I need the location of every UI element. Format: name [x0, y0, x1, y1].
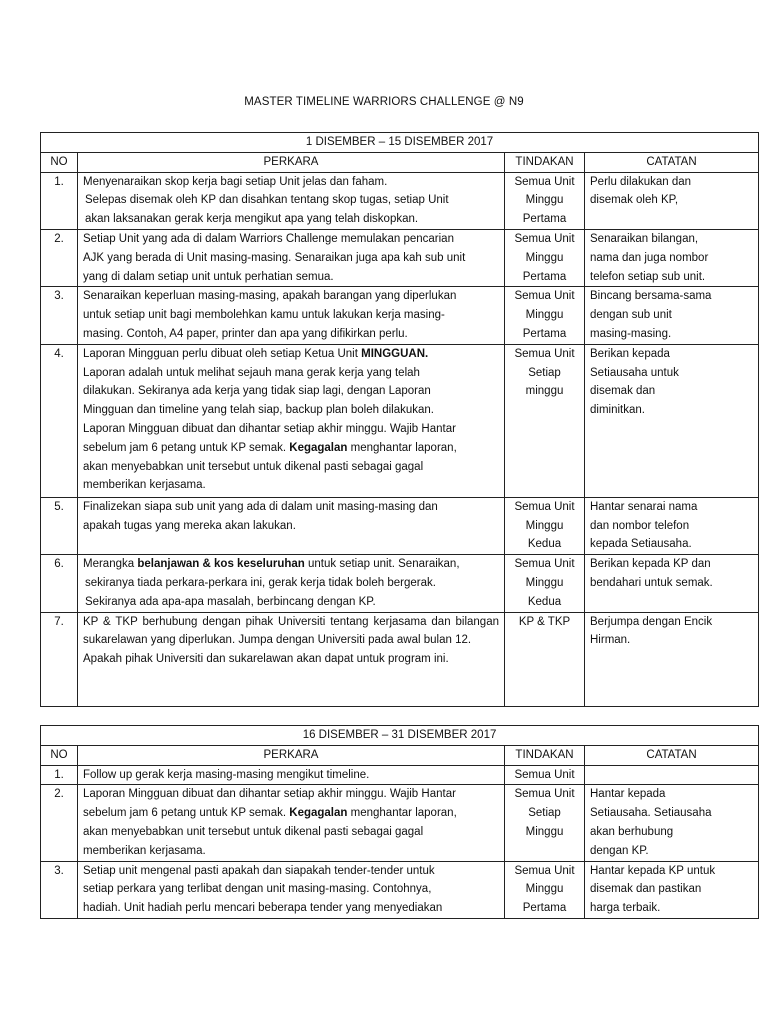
tindakan-line: Semua Unit: [514, 500, 575, 513]
catatan-line: Hantar kepada KP untuk: [590, 864, 716, 877]
text-segment: Laporan Mingguan dibuat dan dihantar setiap akhir minggu. Wajib Hantar: [83, 422, 456, 435]
perkara-line: [83, 613, 499, 651]
table-row: [41, 497, 759, 554]
perkara-line: [83, 268, 499, 287]
catatan-line: masing-masing.: [590, 327, 672, 340]
catatan-line: dengan KP.: [590, 844, 649, 857]
catatan-line: Berikan kepada: [590, 347, 670, 360]
catatan-line: telefon setiap sub unit.: [590, 270, 706, 283]
bold-text: MINGGUAN.: [361, 347, 429, 360]
text-segment: akan menyebabkan unit tersebut untuk dikenal pasti sebagai gagal: [83, 825, 424, 838]
tindakan-line: Minggu: [525, 883, 564, 896]
catatan-line: disemak dan pastikan: [590, 883, 702, 896]
col-header-perkara: PERKARA: [78, 152, 505, 172]
catatan-line: kepada Setiausaha.: [590, 538, 692, 551]
tindakan-line: Semua Unit: [514, 768, 575, 781]
catatan-line: akan berhubung: [590, 825, 674, 838]
tindakan-line: Semua Unit: [514, 290, 575, 303]
catatan-line: Bincang bersama-sama: [590, 290, 712, 303]
catatan-line: bendahari untuk semak.: [590, 576, 713, 589]
row-number: 5.: [41, 497, 78, 554]
tindakan-line: Minggu: [525, 251, 564, 264]
perkara-cell: [78, 555, 505, 612]
perkara-cell: [78, 612, 505, 706]
document-title: MASTER TIMELINE WARRIORS CHALLENGE @ N9: [244, 96, 524, 108]
perkara-line: [83, 249, 499, 268]
col-header-no: NO: [41, 745, 78, 765]
perkara-cell: [78, 172, 505, 229]
row-number: 2.: [41, 229, 78, 286]
period-heading: 1 DISEMBER – 15 DISEMBER 2017: [41, 133, 759, 153]
table-row: [41, 172, 759, 229]
catatan-cell: [585, 497, 759, 554]
row-number: 6.: [41, 555, 78, 612]
tindakan-line: Pertama: [522, 213, 567, 226]
tindakan-line: Kedua: [527, 595, 562, 608]
timeline-table-1: [40, 132, 759, 707]
text-segment: masing. Contoh, A4 paper, printer dan apa yang difikirkan perlu.: [83, 327, 408, 340]
tindakan-cell: [505, 861, 585, 918]
catatan-cell: [585, 785, 759, 861]
tindakan-cell: [505, 785, 585, 861]
col-header-catatan: CATATAN: [585, 745, 759, 765]
row-number: 7.: [41, 612, 78, 706]
catatan-line: Berjumpa dengan Encik: [590, 615, 713, 628]
perkara-line: [83, 325, 499, 344]
perkara-line: [83, 173, 499, 192]
tindakan-cell: [505, 497, 585, 554]
catatan-line: dengan sub unit: [590, 309, 672, 322]
perkara-line: [83, 306, 499, 325]
text-segment: Laporan Mingguan perlu dibuat oleh setiap Ketua Unit: [83, 347, 362, 360]
catatan-line: Perlu dilakukan dan: [590, 175, 692, 188]
catatan-line: dan nombor telefon: [590, 519, 690, 532]
col-header-tindakan: TINDAKAN: [505, 745, 585, 765]
col-header-perkara: PERKARA: [78, 745, 505, 765]
catatan-line: diminitkan.: [590, 404, 645, 417]
tindakan-line: Pertama: [522, 270, 567, 283]
perkara-line: [83, 880, 499, 899]
perkara-line: [83, 476, 499, 495]
catatan-cell: [585, 229, 759, 286]
perkara-line: [83, 345, 499, 364]
perkara-cell: [78, 344, 505, 497]
perkara-cell: [78, 765, 505, 785]
tindakan-line: Setiap: [528, 807, 561, 820]
text-segment: dilakukan. Sekiranya ada kerja yang tidak siap lagi, dengan Laporan: [83, 385, 431, 398]
row-number: 1.: [41, 172, 78, 229]
text-segment: Setiap Unit yang ada di dalam Warriors Challenge memulakan pencarian: [83, 232, 454, 245]
row-number: 3.: [41, 861, 78, 918]
catatan-cell: [585, 172, 759, 229]
text-segment: setiap perkara yang terlibat dengan unit masing-masing. Contohnya,: [83, 883, 432, 896]
tindakan-line: Minggu: [525, 825, 564, 838]
tindakan-cell: [505, 172, 585, 229]
tindakan-line: Semua Unit: [514, 175, 575, 188]
tindakan-cell: [505, 229, 585, 286]
perkara-line: [83, 555, 499, 574]
row-number: 2.: [41, 785, 78, 861]
catatan-line: Hirman.: [590, 634, 631, 647]
catatan-cell: [585, 344, 759, 497]
perkara-cell: [78, 785, 505, 861]
catatan-cell: [585, 861, 759, 918]
perkara-line: [83, 862, 499, 881]
tindakan-line: Minggu: [525, 519, 564, 532]
perkara-line: [83, 230, 499, 249]
perkara-line: [83, 364, 499, 383]
catatan-cell: [585, 287, 759, 344]
bold-text: Kegagalan: [289, 807, 348, 820]
text-segment: akan laksanakan gerak kerja mengikut apa yang telah diskopkan.: [85, 213, 419, 226]
catatan-line: disemak dan: [590, 385, 656, 398]
table-row: [41, 765, 759, 785]
tindakan-cell: [505, 612, 585, 706]
text-segment: menghantar laporan,: [347, 807, 457, 820]
perkara-line: [83, 191, 499, 210]
catatan-line: Setiausaha untuk: [590, 366, 679, 379]
row-number: 3.: [41, 287, 78, 344]
tindakan-line: minggu: [525, 385, 564, 398]
perkara-line: [83, 785, 499, 804]
tindakan-line: Semua Unit: [514, 347, 575, 360]
perkara-line: [83, 823, 499, 842]
table-row: [41, 287, 759, 344]
text-segment: sekiranya tiada perkara-perkara ini, gerak kerja tidak boleh bergerak.: [85, 576, 436, 589]
text-segment: Mingguan dan timeline yang telah siap, backup plan boleh dilakukan.: [83, 404, 434, 417]
perkara-line: [83, 899, 499, 918]
table-row: [41, 612, 759, 706]
text-segment: Setiap unit mengenal pasti apakah dan siapakah tender-tender untuk: [83, 864, 435, 877]
table-row: [41, 344, 759, 497]
tindakan-line: Semua Unit: [514, 788, 575, 801]
text-segment: Menyenaraikan skop kerja bagi setiap Unit jelas dan faham.: [83, 175, 388, 188]
tindakan-line: Pertama: [522, 902, 567, 915]
text-segment: Laporan adalah untuk melihat sejauh mana gerak kerja yang telah: [83, 366, 420, 379]
perkara-cell: [78, 497, 505, 554]
tindakan-cell: [505, 344, 585, 497]
text-segment: sebelum jam 6 petang untuk KP semak.: [83, 807, 290, 820]
tindakan-line: Setiap: [528, 366, 561, 379]
catatan-line: nama dan juga nombor: [590, 251, 709, 264]
text-segment: menghantar laporan,: [347, 441, 457, 454]
perkara-line: [83, 420, 499, 439]
perkara-line: [83, 287, 499, 306]
catatan-line: Berikan kepada KP dan: [590, 558, 711, 571]
text-segment: Apakah pihak Universiti dan sukarelawan akan dapat untuk program ini.: [83, 653, 449, 666]
catatan-line: harga terbaik.: [590, 902, 661, 915]
catatan-line: disemak oleh KP,: [590, 194, 679, 207]
tindakan-line: KP & TKP: [518, 615, 571, 628]
text-segment: KP & TKP berhubung dengan pihak Universiti tentang kerjasama dan bilangan sukarelawan yang diperlukan. Jumpa dengan Universiti pada awal bulan 12.: [83, 615, 499, 647]
text-segment: Sekiranya ada apa-apa masalah, berbincang dengan KP.: [85, 595, 376, 608]
catatan-line: Hantar senarai nama: [590, 500, 698, 513]
tindakan-cell: [505, 765, 585, 785]
text-segment: apakah tugas yang mereka akan lakukan.: [83, 519, 296, 532]
table-row: [41, 229, 759, 286]
tindakan-line: Pertama: [522, 327, 567, 340]
perkara-line: [83, 804, 499, 823]
text-segment: memberikan kerjasama.: [83, 844, 206, 857]
tindakan-line: Minggu: [525, 309, 564, 322]
row-number: 1.: [41, 765, 78, 785]
timeline-table-2: [40, 725, 759, 919]
text-segment: sebelum jam 6 petang untuk KP semak.: [83, 441, 290, 454]
table-row: [41, 555, 759, 612]
bold-text: belanjawan & kos keseluruhan: [137, 558, 305, 571]
tindakan-cell: [505, 555, 585, 612]
perkara-line: [83, 842, 499, 861]
row-number: 4.: [41, 344, 78, 497]
text-segment: untuk setiap unit. Senaraikan,: [304, 558, 460, 571]
period-heading: 16 DISEMBER – 31 DISEMBER 2017: [41, 726, 759, 746]
perkara-line: [83, 517, 499, 536]
text-segment: Follow up gerak kerja masing-masing mengikut timeline.: [83, 768, 370, 781]
text-segment: Senaraikan keperluan masing-masing, apakah barangan yang diperlukan: [83, 290, 457, 303]
catatan-cell: [585, 555, 759, 612]
col-header-catatan: CATATAN: [585, 152, 759, 172]
catatan-line: Hantar kepada: [590, 788, 666, 801]
catatan-line: Senaraikan bilangan,: [590, 232, 699, 245]
table-row: [41, 861, 759, 918]
text-segment: Laporan Mingguan dibuat dan dihantar setiap akhir minggu. Wajib Hantar: [83, 788, 456, 801]
text-segment: hadiah. Unit hadiah perlu mencari beberapa tender yang menyediakan: [83, 902, 443, 915]
col-header-no: NO: [41, 152, 78, 172]
perkara-line: [83, 439, 499, 458]
perkara-cell: [78, 287, 505, 344]
perkara-line: [83, 766, 499, 785]
perkara-line: [83, 593, 499, 612]
perkara-line: [83, 498, 499, 517]
text-segment: Merangka: [83, 558, 138, 571]
table-row: [41, 785, 759, 861]
tindakan-cell: [505, 287, 585, 344]
catatan-cell: [585, 765, 759, 785]
text-segment: yang di dalam setiap unit untuk perhatian semua.: [83, 270, 334, 283]
bold-text: Kegagalan: [289, 441, 348, 454]
text-segment: untuk setiap unit bagi membolehkan kamu untuk lakukan kerja masing-: [83, 309, 445, 322]
perkara-cell: [78, 229, 505, 286]
perkara-line: [83, 210, 499, 229]
tindakan-line: Minggu: [525, 576, 564, 589]
tindakan-line: Minggu: [525, 194, 564, 207]
tindakan-line: Semua Unit: [514, 558, 575, 571]
tindakan-line: Semua Unit: [514, 864, 575, 877]
catatan-line: Setiausaha. Setiausaha: [590, 807, 712, 820]
col-header-tindakan: TINDAKAN: [505, 152, 585, 172]
text-segment: Selepas disemak oleh KP dan disahkan tentang skop tugas, setiap Unit: [85, 194, 449, 207]
perkara-cell: [78, 861, 505, 918]
catatan-cell: [585, 612, 759, 706]
tindakan-line: Kedua: [527, 538, 562, 551]
text-segment: Finalizekan siapa sub unit yang ada di dalam unit masing-masing dan: [83, 500, 438, 513]
perkara-line: [83, 458, 499, 477]
tindakan-line: Semua Unit: [514, 232, 575, 245]
perkara-line: [83, 382, 499, 401]
text-segment: akan menyebabkan unit tersebut untuk dikenal pasti sebagai gagal: [83, 460, 424, 473]
text-segment: memberikan kerjasama.: [83, 479, 206, 492]
perkara-line: [83, 401, 499, 420]
perkara-line: [83, 650, 499, 669]
text-segment: AJK yang berada di Unit masing-masing. Senaraikan juga apa kah sub unit: [83, 251, 466, 264]
perkara-line: [83, 574, 499, 593]
